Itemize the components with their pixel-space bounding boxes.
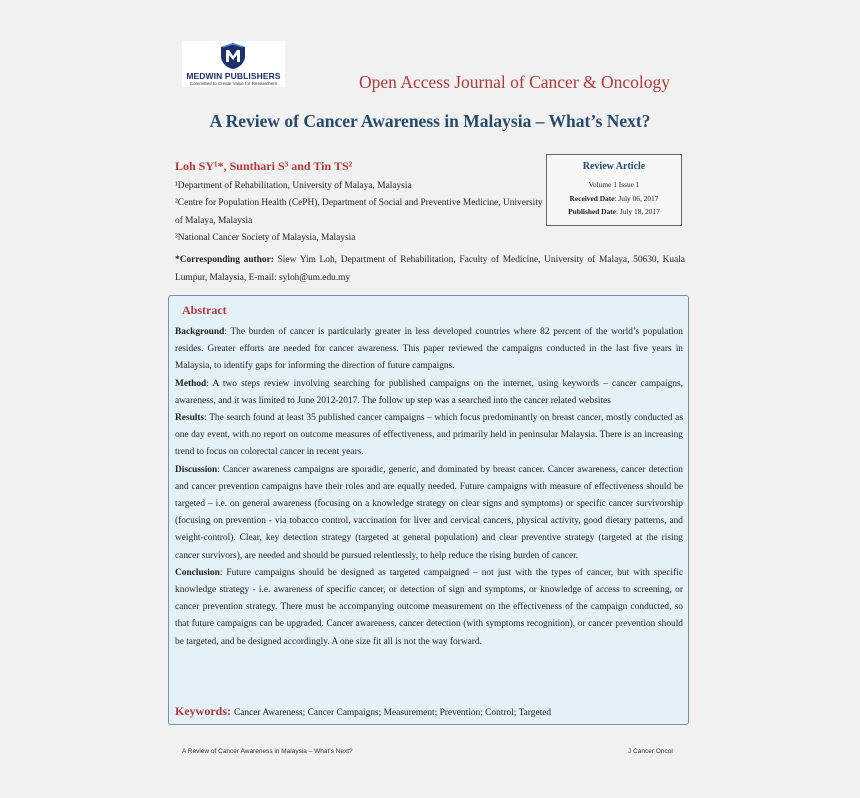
article-info-box	[546, 154, 682, 226]
publisher-shield-icon	[220, 42, 246, 70]
abstract-box	[168, 295, 689, 725]
section-label: Discussion	[175, 464, 218, 475]
keywords-text: Cancer Awareness; Cancer Campaigns; Measurement; Prevention; Control; Targeted	[234, 708, 552, 718]
publisher-name: MEDWIN PUBLISHERS	[186, 71, 281, 81]
footer-journal-abbrev: J Cancer Oncol	[628, 748, 673, 755]
affiliation-2: ²Centre for Population Health (CePH), Department of Social and Preventive Medicine, University of Malaya, Malaysia	[175, 198, 543, 226]
affiliation-3: ³National Cancer Society of Malaysia, Malaysia	[175, 233, 356, 243]
received-date	[547, 192, 681, 206]
received-value: : July 06, 2017	[614, 193, 659, 203]
affiliation-1: ¹Department of Rehabilitation, University of Malaya, Malaysia	[175, 181, 412, 191]
section-text: : The search found at least 35 published cancer campaigns – which focus predominantly on breast cancer, mostly conducted as one day event, with no report on outcome measures of effectiveness, and primarily held in peninsular Malaysia. There is an increasing trend to focus on colorectal cancer in recent years.	[175, 413, 683, 458]
published-value: : July 18, 2017	[615, 207, 660, 216]
corresponding-label: *Corresponding author:	[175, 255, 274, 265]
abstract-method	[175, 376, 683, 410]
abstract-heading: Abstract	[182, 303, 227, 317]
article-title: A Review of Cancer Awareness in Malaysia – What’s Next?	[209, 111, 651, 131]
section-label: Conclusion	[175, 567, 220, 578]
corresponding-text: Siew Yim Loh, Department of Rehabilitation, Faculty of Medicine, University of Malaya, 50630, Kuala Lumpur, Malaysia, E-mail: syloh@um.edu.my	[175, 255, 686, 283]
abstract-background	[175, 324, 683, 376]
received-label: Received Date	[569, 193, 615, 203]
keywords-label: Keywords:	[175, 704, 231, 718]
section-text: : Future campaigns should be designed as targeted campaigned – not just with the types of cancer, but with specific knowledge strategy - i.e. awareness of specific cancer, or detection of sign and symptoms, or knowledge of access to screening, or cancer prevention strategy. There must be accompanying outcome measurement on the effectiveness of the campaign conducted, so that future campaigns can be upgraded. Cancer awareness, cancer detection (with symptoms recognition), or cancer prevention should be targeted, and be designed accordingly. A one size fit all is not the way forward.	[175, 567, 683, 647]
published-label: Published Date	[568, 207, 616, 216]
article-type: Review Article	[582, 161, 646, 172]
section-label: Background	[175, 327, 225, 337]
section-text: : A two steps review involving searching for published campaigns on the internet, using keywords – cancer campaigns, awareness, and it was limited to June 2012-2017. The follow up step was a searched into the cancer related websites	[175, 378, 683, 406]
abstract-conclusion	[175, 565, 683, 651]
section-text: : The burden of cancer is particularly greater in less developed countries where 82 percent of the world’s population resides. Greater efforts are needed for cancer awareness. This paper reviewed the campaigns conducted in the last five years in Malaysia, to identify gaps for informing the direction of future campaigns.	[175, 327, 683, 372]
journal-title: Open Access Journal of Cancer & Oncology	[359, 72, 671, 92]
section-label: Results	[175, 413, 205, 424]
publisher-logo	[182, 41, 285, 87]
abstract-body	[175, 324, 683, 651]
section-text: : Cancer awareness campaigns are sporadic, generic, and dominated by breast cancer. Cancer awareness, cancer detection and cancer prevention campaigns have their roles and are equally needed. Future campaigns with measure of effectiveness should be targeted – i.e. on general awareness (focusing on a knowledge strategy on clear signs and symptoms) or specific cancer survivorship (focusing on prevention - via tobacco control, vaccination for liver and cervical cancers, physical activity, good dietary patterns, and weight-control). Clear, key detection strategy (targeted at general population) and clear preventive strategy (targeted at the rising cancer survivors), are needed and should be pursued relentlessly, to help reduce the rising burden of cancer.	[175, 464, 683, 561]
corresponding-author	[175, 252, 685, 287]
footer-running-title: A Review of Cancer Awareness in Malaysia – What’s Next?	[182, 748, 353, 755]
keywords-line	[175, 704, 683, 719]
section-label: Method	[175, 378, 207, 389]
abstract-results	[175, 410, 683, 462]
abstract-discussion	[175, 462, 683, 565]
author-list: Loh SY¹*, Sunthari S³ and Tin TS²	[175, 159, 353, 173]
published-date	[547, 205, 681, 219]
volume-issue: Volume 1 Issue 1	[588, 180, 640, 189]
publisher-tagline: Committed to Create Value for Researchers	[189, 81, 278, 86]
